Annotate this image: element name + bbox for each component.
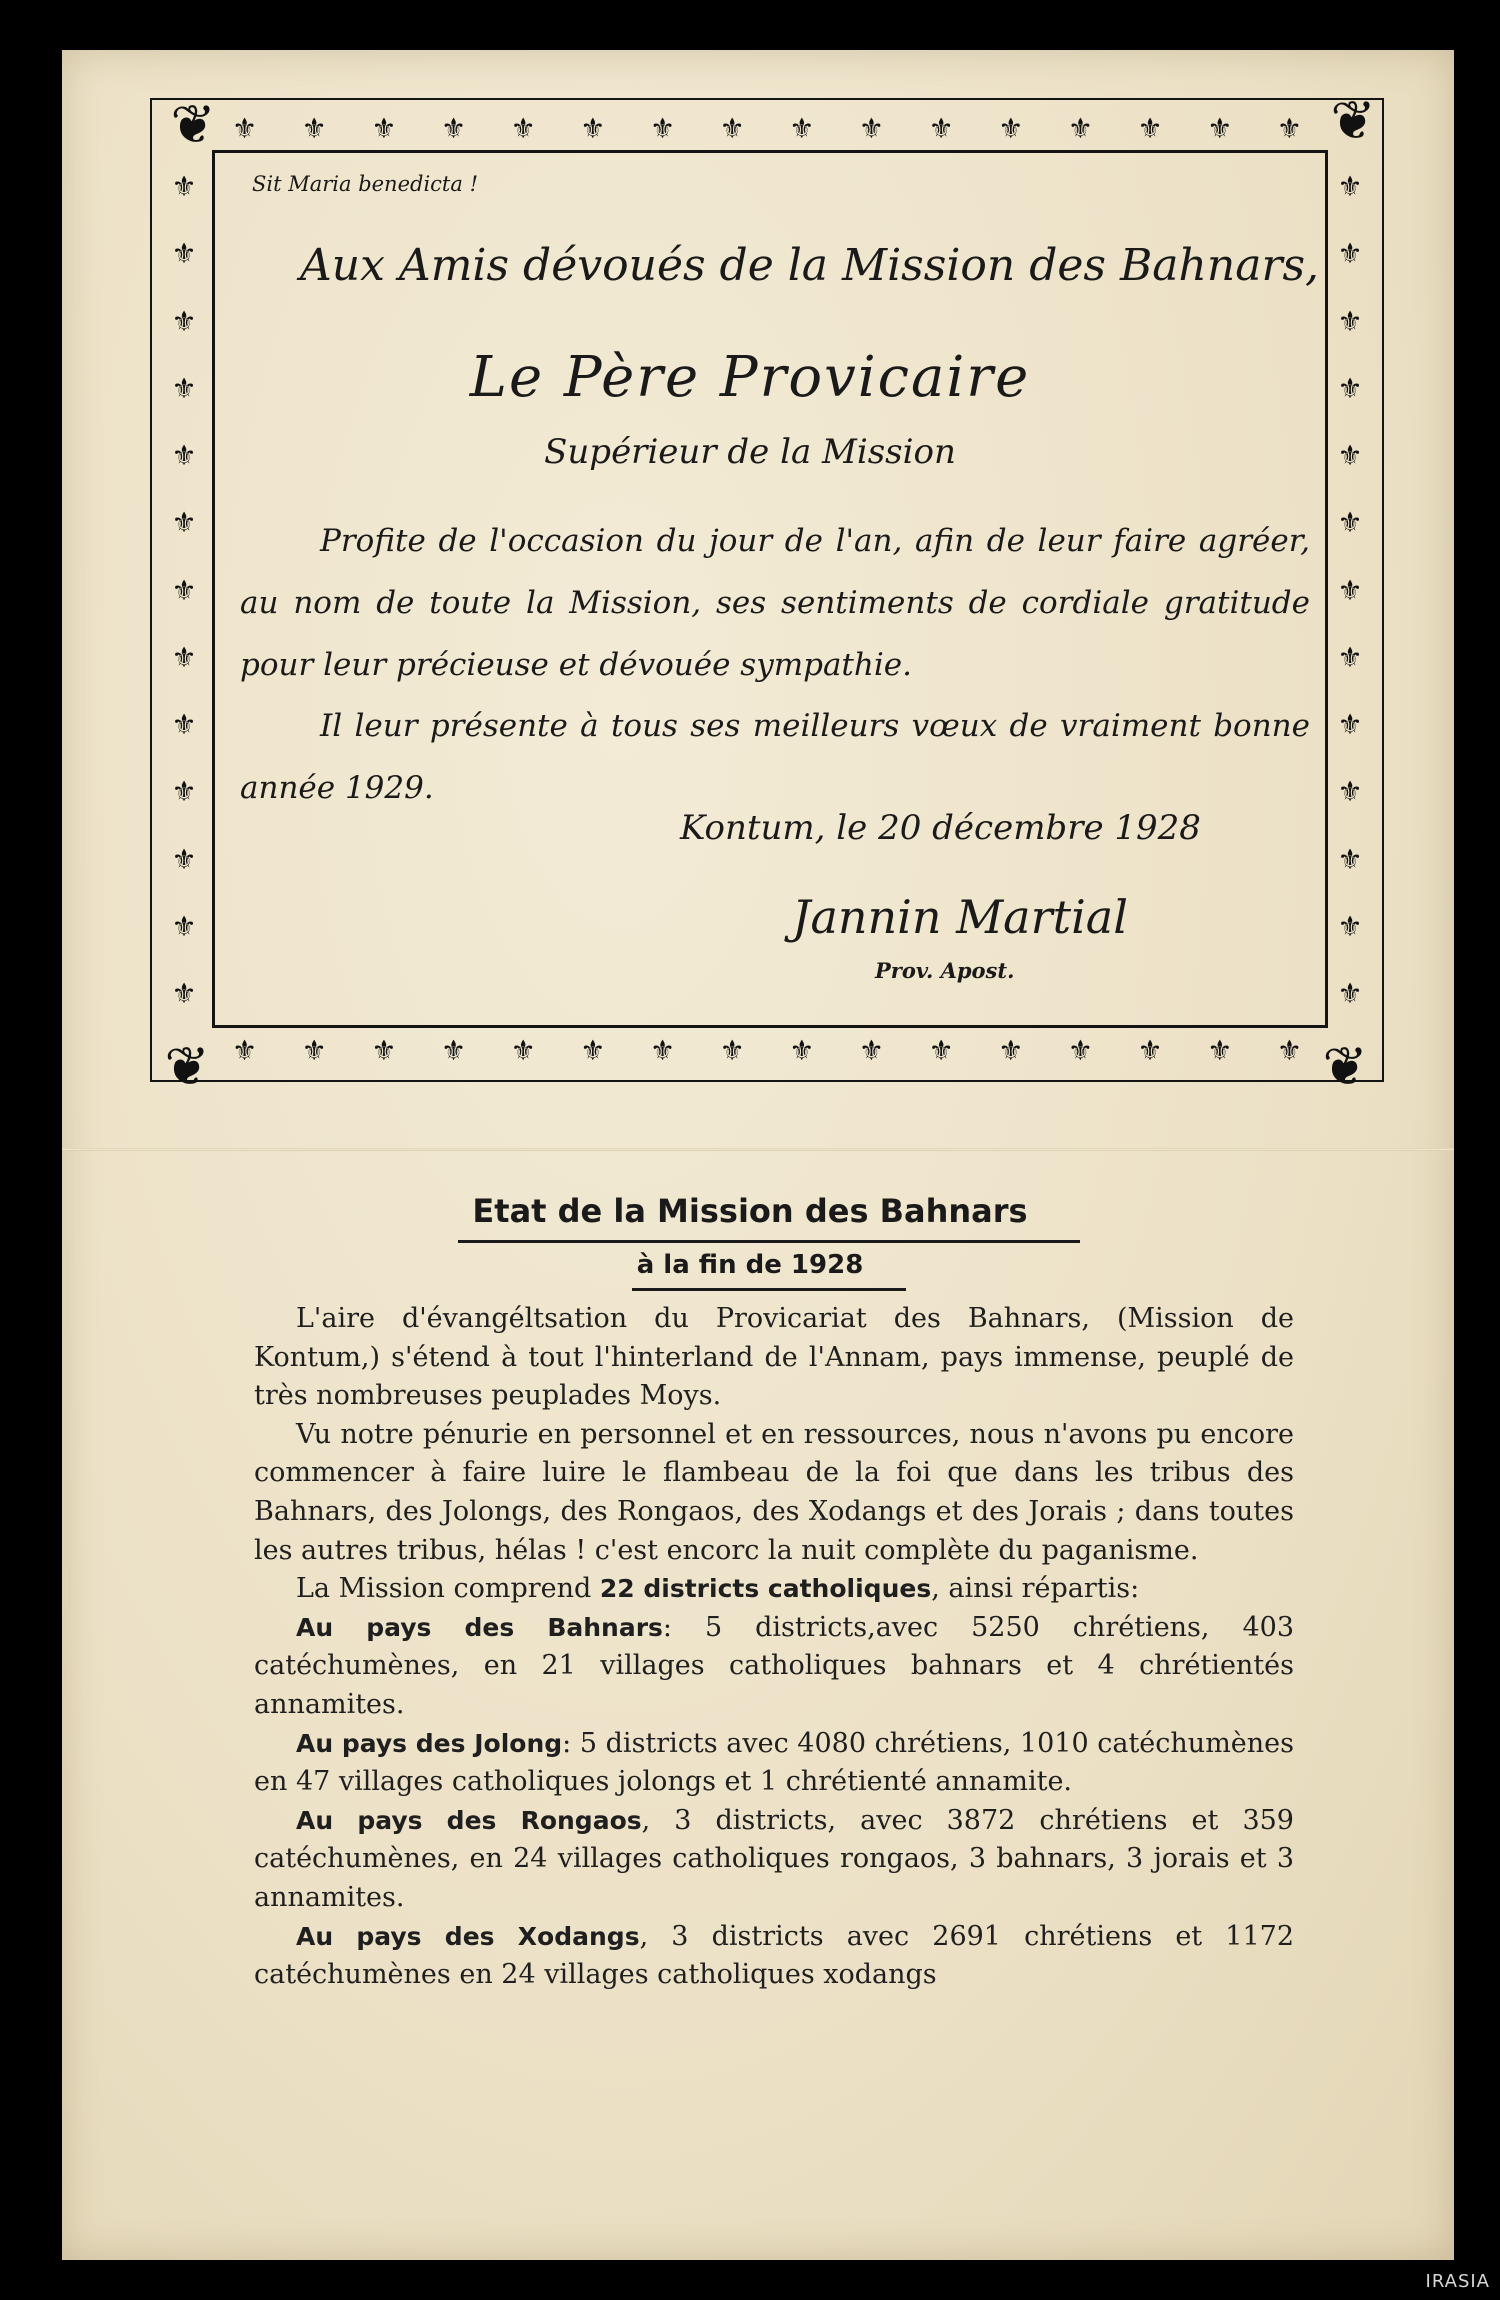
fleur-de-lis-icon: ⚜ xyxy=(171,909,197,943)
fleur-de-lis-icon: ⚜ xyxy=(1337,170,1363,203)
region-label-rongaos: Au pays des Rongaos xyxy=(296,1805,642,1835)
fleur-de-lis-icon: ⚜ xyxy=(858,111,885,145)
report-paragraph xyxy=(254,1570,1294,1609)
fleur-de-lis-icon: ⚜ xyxy=(858,1033,885,1067)
report-text: : 5 districts avec 4080 chrétiens, 1010 catéchumènes en 47 villages catholiques jolongs et 1 chrétienté annamite. xyxy=(254,1727,1294,1798)
fleur-de-lis-icon: ⚜ xyxy=(171,573,197,607)
fleur-de-lis-icon: ⚜ xyxy=(1067,1033,1093,1067)
fleur-de-lis-icon: ⚜ xyxy=(580,111,606,145)
fleur-de-lis-icon: ⚜ xyxy=(1276,1033,1302,1067)
fleur-de-lis-icon: ⚜ xyxy=(1337,506,1363,540)
fleur-de-lis-icon: ⚜ xyxy=(1337,237,1363,271)
fleur-de-lis-icon: ⚜ xyxy=(510,111,536,145)
fleur-de-lis-icon: ⚜ xyxy=(371,1033,397,1067)
fleur-de-lis-icon: ⚜ xyxy=(171,371,197,405)
signature-title: Prov. Apost. xyxy=(875,958,1015,983)
fleur-de-lis-icon: ⚜ xyxy=(580,1033,606,1067)
greeting: Sit Maria benedicta ! xyxy=(252,172,479,196)
fleur-de-lis-icon: ⚜ xyxy=(1137,1033,1163,1067)
fleur-de-lis-icon: ⚜ xyxy=(1337,775,1363,809)
fleur-de-lis-icon: ⚜ xyxy=(1337,909,1363,943)
fleur-de-lis-icon: ⚜ xyxy=(1137,111,1163,145)
fleur-de-lis-icon: ⚜ xyxy=(928,1033,954,1067)
report-paragraph xyxy=(254,1725,1294,1802)
fleur-de-lis-icon: ⚜ xyxy=(440,1033,467,1067)
fleur-de-lis-icon: ⚜ xyxy=(171,775,197,809)
fleur-de-lis-icon: ⚜ xyxy=(928,111,954,145)
report-text: , 3 districts, avec 3872 chrétiens et 359 catéchumènes, en 24 villages catholiques rongaos, 3 bahnars, 3 jorais et 3 annamites. xyxy=(254,1804,1294,1913)
place-date: Kontum, le 20 décembre 1928 xyxy=(680,808,1201,848)
fleur-de-lis-icon: ⚜ xyxy=(171,842,197,876)
signature: Jannin Martial xyxy=(792,890,1128,944)
fleur-de-lis-icon: ⚜ xyxy=(510,1033,536,1067)
report-heading: Etat de la Mission des Bahnars xyxy=(472,1192,1028,1230)
region-label-xodangs: Au pays des Xodangs xyxy=(296,1921,640,1951)
fleur-de-lis-icon: ⚜ xyxy=(1207,1033,1233,1067)
corner-ornament-icon: ❦ xyxy=(1322,1035,1368,1098)
fleur-de-lis-icon: ⚜ xyxy=(1067,111,1093,145)
fleur-de-lis-icon: ⚜ xyxy=(171,170,197,203)
fleur-de-lis-icon: ⚜ xyxy=(1207,111,1233,145)
ornament-column-right xyxy=(1326,170,1374,1010)
fleur-de-lis-icon: ⚜ xyxy=(171,708,197,741)
fleur-de-lis-icon: ⚜ xyxy=(232,1033,258,1067)
card-title: Le Père Provicaire xyxy=(469,345,1031,410)
corner-ornament-icon: ❦ xyxy=(1330,89,1376,152)
fleur-de-lis-icon: ⚜ xyxy=(719,1033,745,1067)
fleur-de-lis-icon: ⚜ xyxy=(301,1033,327,1067)
fleur-de-lis-icon: ⚜ xyxy=(1337,371,1363,405)
card-subtitle: Supérieur de la Mission xyxy=(544,432,956,472)
ornament-column-left xyxy=(160,170,208,1010)
fleur-de-lis-icon: ⚜ xyxy=(789,111,815,145)
card-paragraph-2: Il leur présente à tous ses meilleurs vœux de vraiment bonne année 1929. xyxy=(240,708,1310,806)
fleur-de-lis-icon: ⚜ xyxy=(440,111,467,145)
fleur-de-lis-icon: ⚜ xyxy=(171,640,197,674)
report-subheading: à la fin de 1928 xyxy=(636,1250,864,1280)
report-paragraph xyxy=(254,1609,1294,1725)
fleur-de-lis-icon: ⚜ xyxy=(1337,573,1363,607)
fleur-de-lis-icon: ⚜ xyxy=(789,1033,815,1067)
fleur-de-lis-icon: ⚜ xyxy=(171,237,197,271)
fleur-de-lis-icon: ⚜ xyxy=(998,111,1024,145)
fleur-de-lis-icon: ⚜ xyxy=(171,506,197,540)
fleur-de-lis-icon: ⚜ xyxy=(1337,842,1363,876)
fleur-de-lis-icon: ⚜ xyxy=(1337,304,1363,338)
report-body xyxy=(254,1300,1294,1995)
fleur-de-lis-icon: ⚜ xyxy=(998,1033,1024,1067)
ornament-row-top xyxy=(232,108,1302,148)
fleur-de-lis-icon: ⚜ xyxy=(649,1033,676,1067)
fleur-de-lis-icon: ⚜ xyxy=(1337,708,1363,741)
fleur-de-lis-icon: ⚜ xyxy=(1337,439,1363,472)
region-label-jolong: Au pays des Jolong xyxy=(296,1728,563,1758)
fleur-de-lis-icon: ⚜ xyxy=(171,304,197,338)
fleur-de-lis-icon: ⚜ xyxy=(232,111,258,145)
fleur-de-lis-icon: ⚜ xyxy=(1337,640,1363,674)
fleur-de-lis-icon: ⚜ xyxy=(171,439,197,472)
report-paragraph xyxy=(254,1802,1294,1918)
region-label-bahnars: Au pays des Bahnars xyxy=(296,1612,663,1642)
corner-ornament-icon: ❦ xyxy=(164,1035,210,1098)
subheading-underline xyxy=(632,1288,906,1291)
fleur-de-lis-icon: ⚜ xyxy=(719,111,745,145)
fleur-de-lis-icon: ⚜ xyxy=(1337,977,1363,1010)
report-text: , 3 districts avec 2691 chrétiens et 1172 catéchumènes en 24 villages catholiques xodangs xyxy=(254,1920,1294,1991)
fleur-de-lis-icon: ⚜ xyxy=(371,111,397,145)
report-text: : 5 districts,avec 5250 chrétiens, 403 catéchumènes, en 21 villages catholiques bahnars et 4 chrétientés annamites. xyxy=(254,1611,1294,1720)
fleur-de-lis-icon: ⚜ xyxy=(649,111,676,145)
report-text: , ainsi répartis: xyxy=(931,1573,1140,1605)
fold-crease xyxy=(62,1148,1454,1151)
ornament-row-bottom xyxy=(232,1030,1302,1070)
card-paragraph-1: Profite de l'occasion du jour de l'an, afin de leur faire agréer, au nom de toute la Mission, ses sentiments de cordiale gratitude pour leur précieuse et dévouée sympathie. xyxy=(240,523,1310,683)
addressee-line: Aux Amis dévoués de la Mission des Bahnars, xyxy=(300,240,1320,291)
report-paragraph: Vu notre pénurie en personnel et en ressources, nous n'avons pu encore commencer à faire luire le flambeau de la foi que dans les tribus des Bahnars, des Jolongs, des Rongaos, des Xodangs et des Jorais ; dans toutes les autres tribus, hélas ! c'est encorc la nuit complète du paganisme. xyxy=(254,1418,1294,1566)
heading-underline xyxy=(458,1240,1080,1243)
fleur-de-lis-icon: ⚜ xyxy=(171,977,197,1010)
report-text: La Mission comprend xyxy=(296,1573,600,1605)
report-bold: 22 districts catholiques xyxy=(599,1574,932,1604)
watermark: IRASIA xyxy=(1425,2271,1490,2292)
report-paragraph: L'aire d'évangéltsation du Provicariat des Bahnars, (Mission de Kontum,) s'étend à tout l'hinterland de l'Annam, pays immense, peuplé de très nombreuses peuplades Moys. xyxy=(254,1303,1294,1412)
fleur-de-lis-icon: ⚜ xyxy=(1276,111,1302,145)
fleur-de-lis-icon: ⚜ xyxy=(301,111,327,145)
report-paragraph xyxy=(254,1918,1294,1995)
corner-ornament-icon: ❦ xyxy=(170,93,216,156)
